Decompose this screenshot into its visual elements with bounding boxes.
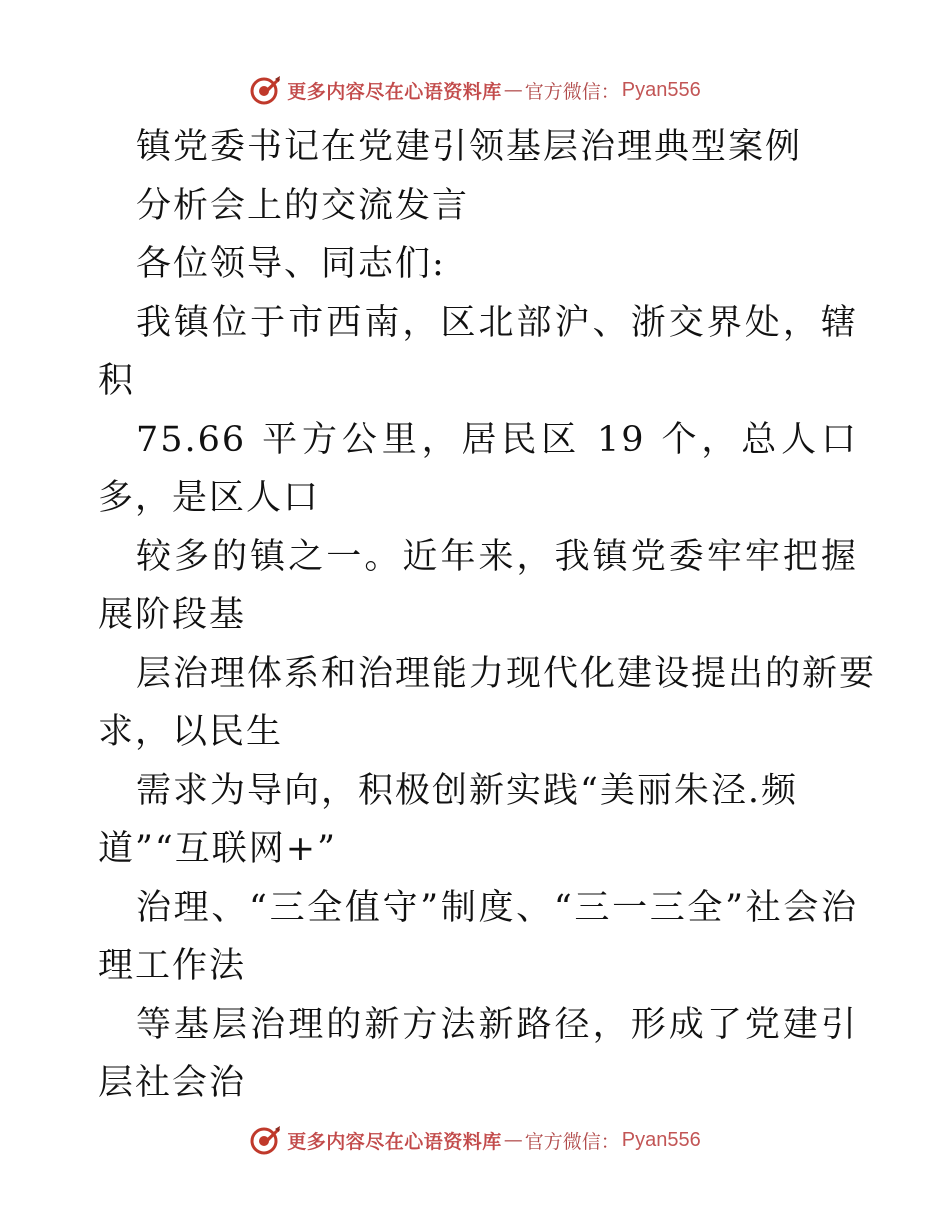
- paragraph-line: 我镇位于市西南，区北部沪、浙交界处，辖: [136, 302, 858, 343]
- paragraph-line: 层社会治: [98, 1063, 247, 1103]
- paragraph-line: 层治理体系和治理能力现代化建设提出的新要: [136, 653, 877, 694]
- paragraph-line: 需求为导向，积极创新实践“美丽朱泾.频: [136, 770, 799, 811]
- watermark-text: 更多内容尽在心语资料库: [287, 1130, 502, 1153]
- watermark-id: Pyan556: [621, 1128, 701, 1151]
- salutation: 各位领导、同志们:: [136, 244, 446, 284]
- title-line-1: 镇党委书记在党建引领基层治理典型案例: [136, 127, 803, 167]
- paragraph-line: 治理、“三全值守”制度、“三一三全”社会治: [136, 887, 858, 928]
- paragraph-line: 展阶段基: [98, 595, 247, 635]
- paragraph-line: 理工作法: [98, 946, 247, 986]
- paragraph-line: 多，是区人口: [98, 478, 321, 518]
- paragraph-line: 道”“互联网+”: [98, 829, 338, 869]
- paragraph-line: 求，以民生: [98, 712, 284, 752]
- quill-logo-icon: [249, 73, 283, 107]
- watermark-dash: —: [503, 1129, 523, 1151]
- title-line-2: 分析会上的交流发言: [136, 185, 470, 226]
- watermark-text: 更多内容尽在心语资料库: [287, 80, 502, 103]
- footer-watermark: [0, 1120, 950, 1160]
- paragraph-line: 等基层治理的新方法新路径，形成了党建引: [136, 1004, 858, 1045]
- watermark-dash: —: [503, 79, 523, 101]
- watermark-contact: 官方微信：: [524, 1130, 620, 1153]
- watermark-id: Pyan556: [621, 78, 701, 101]
- paragraph-line: 积: [98, 361, 136, 401]
- watermark-contact: 官方微信：: [524, 80, 620, 103]
- document-body: [98, 118, 877, 1113]
- quill-logo-icon: [249, 1123, 283, 1157]
- paragraph-line: 较多的镇之一。近年来，我镇党委牢牢把握: [136, 536, 858, 577]
- header-watermark: [0, 70, 950, 110]
- paragraph-line: 75.66 平方公里，居民区 19 个，总人口: [136, 419, 858, 460]
